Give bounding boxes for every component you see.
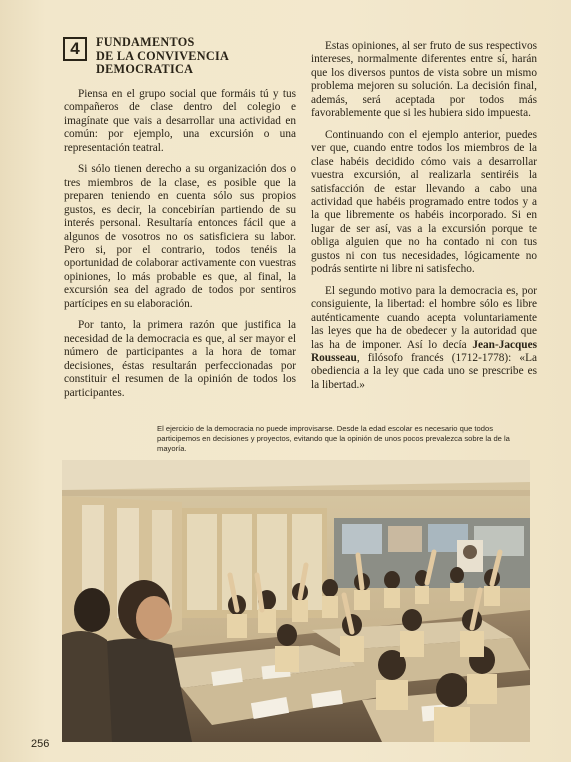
section-title-line: DEMOCRATICA (96, 62, 194, 76)
paragraph: Por tanto, la primera razón que justifica la necesidad de la democracia es que, al ser mayor el número de participantes a la hora de tomar decisiones, éstas resultarán perfeccionadas por constituir el resumen de la opinión de todos los participantes. (64, 319, 296, 399)
left-column (64, 88, 296, 408)
author-name: Jean-Jacques Rousseau (311, 338, 537, 364)
section-title-line: FUNDAMENTOS (96, 35, 195, 49)
section-number-box (63, 37, 87, 61)
paragraph (311, 285, 537, 393)
photo-caption: El ejercicio de la democracia no puede improvisarse. Desde la edad escolar es necesario que todos participemos en decisiones y proyectos, evitando que la opinión de unos pocos prevalezca sobre la de la mayoría. (157, 424, 510, 453)
classroom-illustration (62, 460, 530, 742)
text-run: El segundo motivo para la democracia es, por consiguiente, la libertad: el hombre sólo es libre auténticamente cuando acepta voluntariamente las leyes que ha de obedecer y la autoridad que las ha de imponer. Así lo decía (311, 284, 537, 351)
text-run: , filósofo francés (1712-1778): «La obediencia a la ley que cada uno se prescribe es la libertad.» (311, 351, 537, 391)
classroom-photo (62, 460, 530, 742)
section-number: 4 (70, 39, 80, 58)
section-title-line: DE LA CONVIVENCIA (96, 48, 230, 63)
paragraph: Si sólo tienen derecho a su organización dos o tres miembros de la clase, es posible que la preparen teniendo en cuenta sólo sus propios gustos, es decir, la concebirían partiendo de su interés personal. Resultaría entonces fácil que a algunos de vosotros no os satisficiera su labor. Pero si, por el contrario, todos tenéis la oportunidad de colaborar activamente con vuestras opiniones, lo más probable es que, al final, la excursión sea del agrado de todos por sentiros partícipes en su elaboración. (64, 163, 296, 310)
paragraph: Continuando con el ejemplo anterior, puedes ver que, cuando entre todos los miembros de la clase habéis decidido cómo vais a desarrollar vuestra excursión, al realizarla sentiréis la satisfacción de estar llevando a cabo una actividad que habéis programado entre todos y a la que libremente os habéis incorporado. Si en lugar de ser así, vas a la excursión porque te obliga alguien que no ha contado ni con tus gustos ni con tus necesidades, lógicamente no podrás sentirte ni libre ni satisfecho. (311, 128, 537, 276)
right-column (311, 40, 537, 400)
section-title (96, 36, 296, 77)
paragraph: Estas opiniones, al ser fruto de sus respectivos intereses, normalmente diferentes entre sí, harán que los diversos puntos de vista sobre un mismo problema mejoren su solución. La decisión final, además, será aceptada por todos más favorablemente que si les hubiera sido impuesta. (311, 40, 537, 120)
paragraph: Piensa en el grupo social que formáis tú y tus compañeros de clase dentro del colegio e imagínate que vais a desarrollar una actividad en común: por ejemplo, una excursión o una representación teatral. (64, 88, 296, 154)
page-number: 256 (31, 738, 50, 750)
